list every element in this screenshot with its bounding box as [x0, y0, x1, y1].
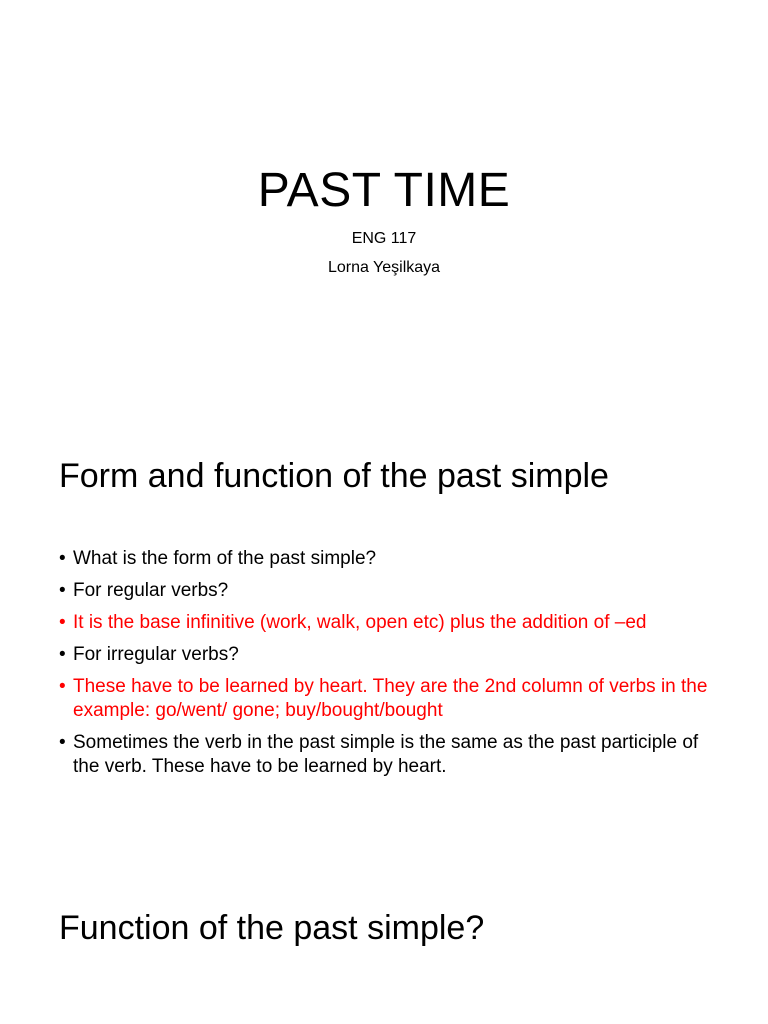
bullet-text: Sometimes the verb in the past simple is the same as the past participle of the verb. These have to be learned by heart.: [73, 732, 699, 777]
content-slide-function: [0, 860, 768, 1024]
bullet-dot-icon: •: [59, 644, 66, 665]
bullet-item: [59, 731, 719, 779]
slide-heading: Form and function of the past simple: [59, 457, 609, 495]
author-name: Lorna Yeşilkaya: [327, 259, 441, 276]
bullet-item: [59, 643, 719, 667]
bullet-text: It is the base infinitive (work, walk, open etc) plus the addition of –ed: [73, 612, 647, 633]
bullet-text: These have to be learned by heart. They are the 2nd column of verbs in the example: go/went/ gone; buy/bought/bought: [73, 676, 708, 721]
bullet-dot-icon: •: [59, 580, 66, 601]
bullet-item: [59, 579, 719, 603]
bullet-dot-icon: •: [59, 732, 66, 753]
title-slide: [0, 0, 768, 400]
slide-heading: Function of the past simple?: [59, 909, 485, 947]
bullet-item: [59, 547, 719, 571]
bullet-dot-icon: •: [59, 612, 66, 633]
bullet-item-highlighted: [59, 675, 719, 723]
bullet-dot-icon: •: [59, 676, 66, 697]
slide-title: PAST TIME: [257, 164, 511, 217]
bullet-text: What is the form of the past simple?: [73, 548, 377, 569]
bullet-item-highlighted: [59, 611, 719, 635]
bullet-dot-icon: •: [59, 548, 66, 569]
course-code: ENG 117: [351, 230, 417, 247]
content-slide-form: [0, 420, 768, 840]
bullet-text: For irregular verbs?: [73, 644, 239, 665]
bullet-text: For regular verbs?: [73, 580, 229, 601]
bullet-list: [59, 547, 719, 787]
